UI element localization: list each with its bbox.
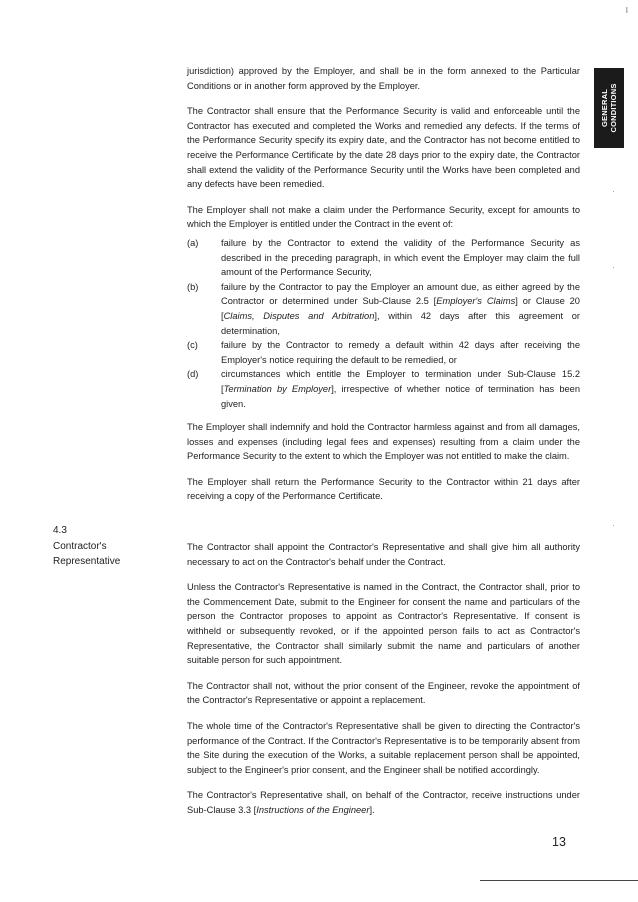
clause-body: [187, 540, 580, 818]
clause-title-line: Contractor's: [53, 541, 107, 552]
scan-speck: ·: [612, 262, 615, 272]
paragraph: The Contractor shall not, without the prior consent of the Engineer, revoke the appointment of the Contractor's Representative or appoint a replacement.: [187, 680, 580, 706]
paragraph: The Employer shall indemnify and hold the Contractor harmless against and from all damages, losses and expenses (including legal fees and expenses) resulting from a claim under the Performance Security to the extent to which the Employer was not entitled to make the claim.: [187, 422, 580, 462]
list-item: [187, 280, 580, 338]
list-item: [187, 338, 580, 367]
section-tab-line1: GENERAL: [600, 88, 609, 128]
cross-reference: Employer's Claims: [436, 296, 516, 307]
clause-title: [53, 540, 163, 569]
cross-reference: Termination by Employer: [223, 383, 332, 394]
list-marker: (b): [187, 281, 199, 292]
section-tab-label: [600, 83, 618, 132]
list-item-text: failure by the Contractor to extend the validity of the Performance Security as described in the preceding paragraph, in which event the Employer may claim the full amount of the Performance Security,: [221, 238, 580, 278]
scan-speck: ·: [612, 520, 615, 530]
list-marker: (c): [187, 340, 198, 351]
list-item-text: failure by the Contractor to remedy a default within 42 days after receiving the Employer's notice requiring the default to be remedied, or: [221, 340, 580, 365]
scan-speck: ·: [612, 186, 615, 196]
paragraph: The whole time of the Contractor's Representative shall be given to directing the Contractor's performance of the Contract. If the Contractor's Representative is to be temporarily absent from the Site during the execution of the Works, a suitable replacement person shall be appointed, subject to the Engineer's prior consent, and the Engineer shall be notified accordingly.: [187, 720, 580, 775]
indemnity-section: [187, 420, 580, 504]
paragraph: The Contractor shall appoint the Contractor's Representative and shall give him all authority necessary to act on the Contractor's behalf under the Contract.: [187, 542, 580, 567]
section-tab-line2: CONDITIONS: [609, 83, 618, 133]
cross-reference: Instructions of the Engineer: [256, 804, 370, 815]
footer-rule: [480, 880, 638, 881]
cross-reference: Claims, Disputes and Arbitration: [223, 310, 375, 321]
list-item: [187, 367, 580, 411]
paragraph: The Contractor's Representative shall, on behalf of the Contractor, receive instructions under Sub-Clause 3.3 [Instructions of the Engineer].: [187, 790, 580, 815]
page-number: 13: [552, 835, 566, 849]
list-item-text: failure by the Contractor to pay the Employer an amount due, as either agreed by the Contractor or determined under Sub-Clause 2.5 [Employer's Claims] or Clause 20 [Claims, Disputes and Arbitration], within 42 days after this agreement or determination,: [221, 281, 581, 336]
paragraph: The Employer shall return the Performance Security to the Contractor within 21 days after receiving a copy of the Performance Certificate.: [187, 476, 580, 502]
list-marker: (a): [187, 238, 199, 248]
paragraph: Unless the Contractor's Representative is named in the Contract, the Contractor shall, prior to the Commencement Date, submit to the Engineer for consent the name and particulars of the person the Contractor proposes to appoint as Contractor's Representative. If consent is withheld or subsequently revoked, or if the appointed person fails to act as Contractor's Representative, the Contractor shall similarly submit the name and particulars of another suitable person for such appointment.: [187, 582, 580, 666]
paragraph: The Contractor shall ensure that the Performance Security is valid and enforceable until the Contractor has executed and completed the Works and remedied any defects. If the terms of the Performance Security specify its expiry date, and the Contractor has not become entitled to receive the Performance Certificate by the date 28 days prior to the expiry date, the Contractor shall extend the validity of the Performance Security until the Works have been completed and any defects have been remedied.: [187, 106, 580, 190]
clause-number: 4.3: [53, 525, 67, 536]
list-item: [187, 236, 580, 280]
corner-mark: I: [625, 6, 628, 15]
claims-list: [187, 236, 580, 411]
paragraph: The Employer shall not make a claim under the Performance Security, except for amounts to which the Employer is entitled under the Contract in the event of:: [187, 204, 580, 230]
list-marker: (d): [187, 369, 199, 380]
claims-list-section: [187, 236, 580, 411]
paragraph: jurisdiction) approved by the Employer, and shall be in the form annexed to the Particular Conditions or in another form approved by the Employer.: [187, 66, 580, 91]
clause-title-line: Representative: [53, 555, 121, 567]
list-item-text: circumstances which entitle the Employer to termination under Sub-Clause 15.2 [Termination by Employer], irrespective of whether notice of termination has been given.: [221, 369, 581, 409]
section-tab: [594, 68, 624, 148]
intro-section: [187, 64, 580, 232]
